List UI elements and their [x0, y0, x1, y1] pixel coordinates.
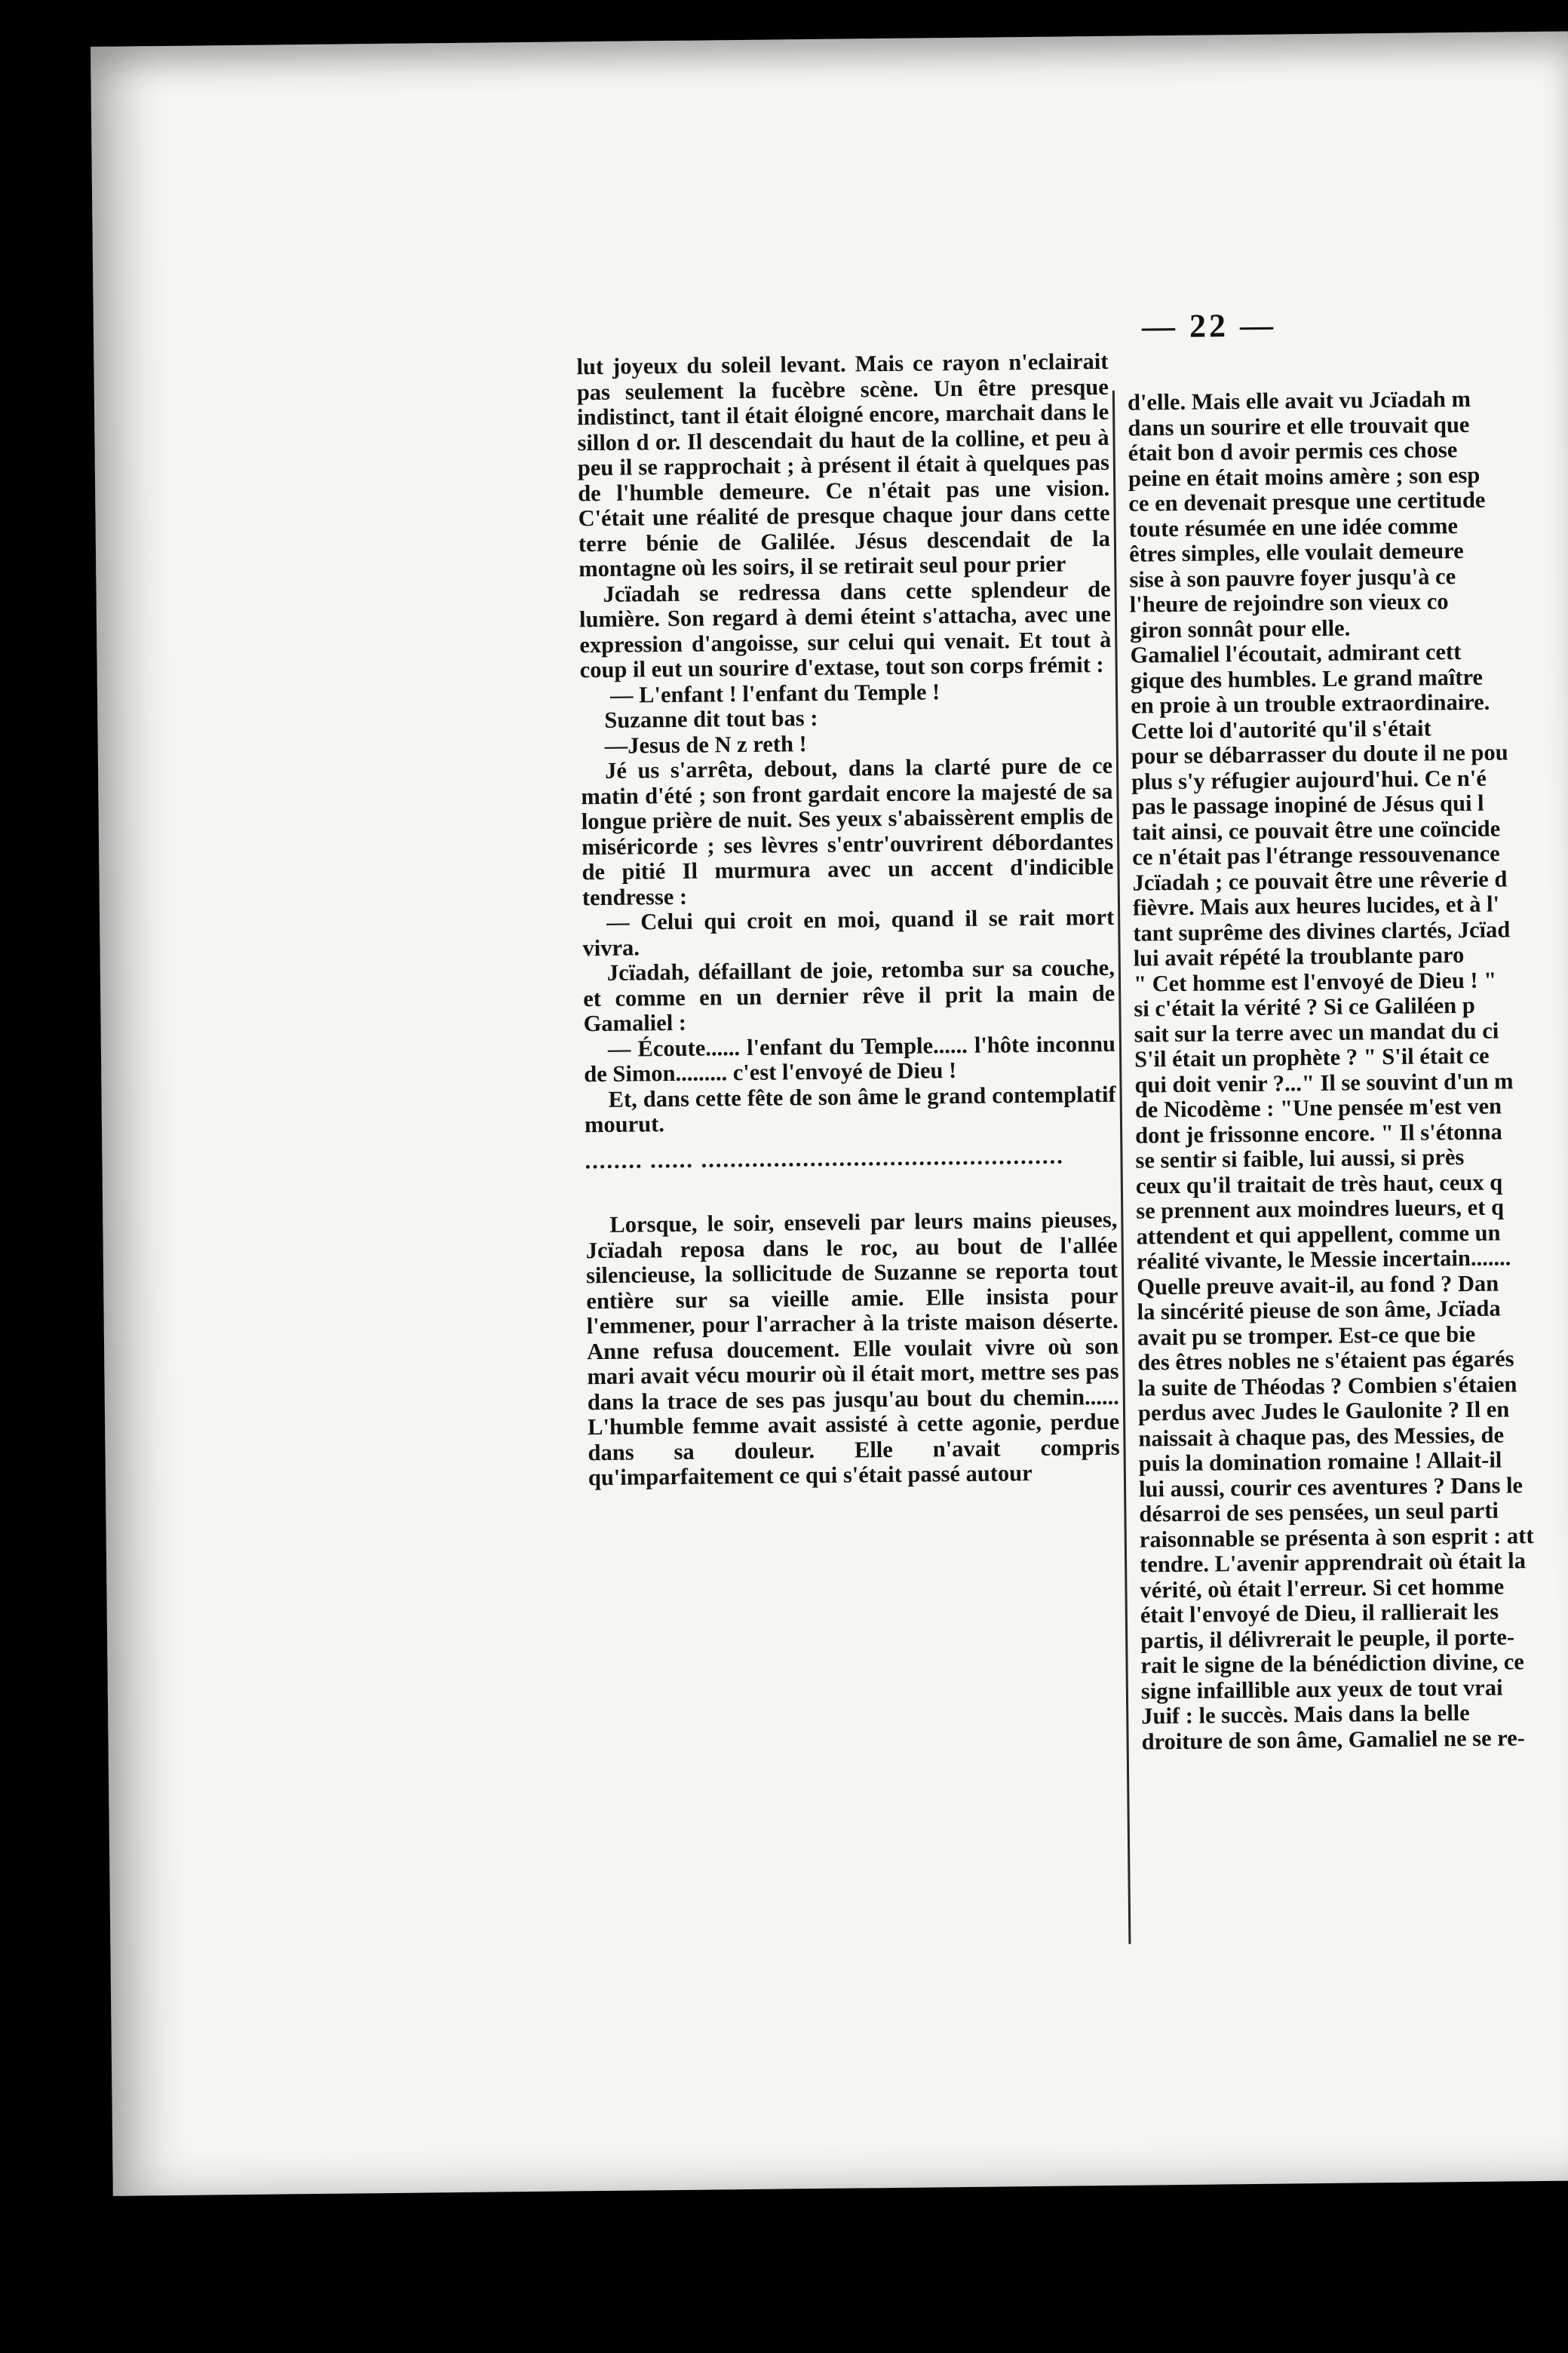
text-line: l'heure de rejoindre son vieux co: [1129, 588, 1449, 618]
text-line: avait pu se tromper. Est-ce que bie: [1137, 1321, 1476, 1351]
text-line: sise à son pauvre foyer jusqu'à ce: [1129, 563, 1456, 593]
text-line: Quelle preuve avait-il, au fond ? Dan: [1137, 1270, 1499, 1300]
text-line: si c'était la vérité ? Si ce Galiléen p: [1134, 992, 1475, 1022]
text-line: dont je frissonne encore. " Il s'étonna: [1135, 1118, 1502, 1149]
text-line: en proie à un trouble extraordinaire.: [1131, 689, 1490, 719]
text-line: des êtres nobles ne s'étaient pas égarés: [1137, 1345, 1514, 1376]
text-line: gique des humbles. Le grand maître: [1130, 664, 1484, 694]
text-line: ceux qu'il traitait de très haut, ceux q: [1135, 1168, 1503, 1199]
text-line: perdus avec Judes le Gaulonite ? Il en: [1137, 1396, 1510, 1426]
text-line: pour se débarrasser du doute il ne pou: [1131, 739, 1508, 769]
text-line: ce en devenait presque une certitude: [1128, 486, 1486, 517]
paragraph: — Celui qui croit en moi, quand il se rait mort vivra.: [582, 903, 1115, 961]
text-line: rait le signe de la bénédiction divine, ce: [1140, 1649, 1525, 1679]
text-line: S'il était un prophète ? " S'il était ce: [1134, 1042, 1490, 1072]
text-line: se prennent aux moindres lueurs, et q: [1136, 1194, 1505, 1224]
paragraph: Jcïadah, défaillant de joie, retomba sur sa couche, et comme en un dernier rêve il prit la main de Gamaliel :: [583, 954, 1115, 1037]
paragraph: Suzanne dit tout bas :: [604, 704, 818, 733]
text-line: droiture de son âme, Gamaliel ne se re-: [1141, 1724, 1526, 1755]
text-line: êtres simples, elle voulait demeure: [1128, 537, 1464, 567]
text-line: giron sonnât pour elle.: [1129, 615, 1351, 643]
paragraph: lut joyeux du soleil levant. Mais ce rayon n'eclairait pas seulement la fucèbre scène. Un être presque indistinct, tant il était éloigné encore, marchait dans le sillon d or. Il descendait du haut de la colline, et peu à peu il se rapprochait ; à présent il était à quelques pas de l'humble demeure. Ce n'était pas une vision. C'était une réalité de presque chaque jour dans cette terre bénie de Galilée. Jésus descendait de la montagne où les soirs, il se retirait seul pour prier: [576, 348, 1111, 582]
text-line: ce n'était pas l'étrange ressouvenance: [1132, 840, 1500, 870]
text-line: qui doit venir ?..." Il se souvint d'un m: [1134, 1067, 1514, 1098]
paragraph: Et, dans cette fête de son âme le grand contemplatif mourut.: [584, 1081, 1116, 1138]
text-line: pas le passage inopiné de Jésus qui l: [1131, 790, 1484, 820]
text-line: vérité, où était l'erreur. Si cet homme: [1140, 1572, 1505, 1603]
text-line: tant suprême des divines clartés, Jcïad: [1133, 916, 1511, 946]
paragraph: —Jesus de N z reth !: [604, 730, 807, 759]
text-line: tait ainsi, ce pouvait être une coïncide: [1131, 814, 1501, 845]
page-number: — 22 —: [1141, 306, 1277, 345]
text-line: naissait à chaque pas, des Messies, de: [1138, 1421, 1505, 1452]
text-line: fièvre. Mais aux heures lucides, et à l': [1132, 891, 1500, 921]
text-line: attendent et qui appellent, comme un: [1136, 1219, 1501, 1250]
text-line: se sentir si faible, lui aussi, si près: [1135, 1144, 1465, 1173]
text-line: était l'envoyé de Dieu, il rallierait les: [1140, 1598, 1499, 1628]
text-line: désarroi de ses pensées, un seul parti: [1139, 1497, 1499, 1527]
text-line: toute résumée en une idée comme: [1128, 512, 1459, 542]
paragraph: Jcïadah se redressa dans cette splendeur de lumière. Son regard à demi éteint s'attacha, avec une expression d'angoisse, sur celui qui venait. Et tout à coup il eut un sourire d'extase, tout son corps frémit :: [578, 575, 1112, 683]
text-line: Jcïadah ; ce pouvait être une rêverie d: [1132, 865, 1508, 896]
text-line: " Cet homme est l'envoyé de Dieu ! ": [1133, 967, 1497, 997]
text-line: tendre. L'avenir apprendrait où était la: [1139, 1548, 1527, 1578]
paragraph: Lorsque, le soir, enseveli par leurs mains pieuses, Jcïadah reposa dans le roc, au bout de l'allée silencieuse, la sollicitude de Suzanne se reporta tout entière sur sa vieille amie. Elle insista pour l'emmener, pour l'arracher à la triste maison déserte. Anne refusa doucement. Elle voulait vivre où son mari avait vécu mourir où il était mort, mettre ses pas dans la trace de ses pas jusqu'au bout du chemin...... L'humble femme avait assisté à cette agonie, perdue dans sa douleur. Elle n'avait compris qu'imparfaitement ce qui s'était passé autour: [585, 1206, 1120, 1491]
left-text-column: [576, 349, 1120, 1491]
text-line: réalité vivante, le Messie incertain.......: [1136, 1244, 1511, 1275]
text-line: Cette loi d'autorité qu'il s'était: [1131, 714, 1431, 744]
text-line: sait sur la terre avec un mandat du ci: [1134, 1017, 1499, 1048]
text-line: partis, il délivrerait le peuple, il porte-: [1140, 1623, 1515, 1654]
paragraph: — L'enfant ! l'enfant du Temple !: [609, 678, 940, 708]
text-line: la sincérité pieuse de son âme, Jcïada: [1137, 1295, 1501, 1325]
text-line: lui avait répété la troublante paro: [1133, 941, 1465, 971]
paragraph: Jé us s'arrêta, debout, dans la clarté pure de ce matin d'été ; son front gardait encore la majesté de sa longue prière de nuit. Ses yeux s'abaissèrent emplis de miséricorde ; ses lèvres s'entr'ouvrirent débordantes de pitié Il murmura avec un accent d'indicible tendresse :: [581, 752, 1114, 910]
text-line: était bon d avoir permis ces chose: [1128, 437, 1458, 466]
section-separator: ........ ...... ..................................................: [585, 1143, 1064, 1173]
text-line: dans un sourire et elle trouvait que: [1128, 411, 1470, 441]
text-line: Gamaliel l'écoutait, admirant cett: [1130, 639, 1462, 668]
text-line: plus s'y réfugier aujourd'hui. Ce n'é: [1131, 765, 1487, 795]
text-line: raisonnable se présenta à son esprit : att: [1139, 1522, 1534, 1553]
text-line: Juif : le succès. Mais dans la belle: [1141, 1699, 1470, 1729]
text-line: peine en était moins amère ; son esp: [1128, 462, 1481, 492]
text-line: de Nicodème : "Une pensée m'est ven: [1134, 1093, 1502, 1123]
text-line: signe infaillible aux yeux de tout vrai: [1140, 1674, 1503, 1704]
text-line: la suite de Théodas ? Combien s'étaien: [1137, 1370, 1517, 1401]
scanned-page: [91, 31, 1568, 2195]
text-line: d'elle. Mais elle avait vu Jcïadah m: [1127, 385, 1471, 416]
text-line: lui aussi, courir ces aventures ? Dans le: [1138, 1471, 1524, 1502]
text-line: puis la domination romaine ! Allait-il: [1138, 1446, 1502, 1477]
paragraph: — Écoute...... l'enfant du Temple...... l'hôte inconnu de Simon......... c'est l'envoyé de Dieu !: [584, 1030, 1116, 1088]
right-text-column: [1128, 385, 1568, 1754]
